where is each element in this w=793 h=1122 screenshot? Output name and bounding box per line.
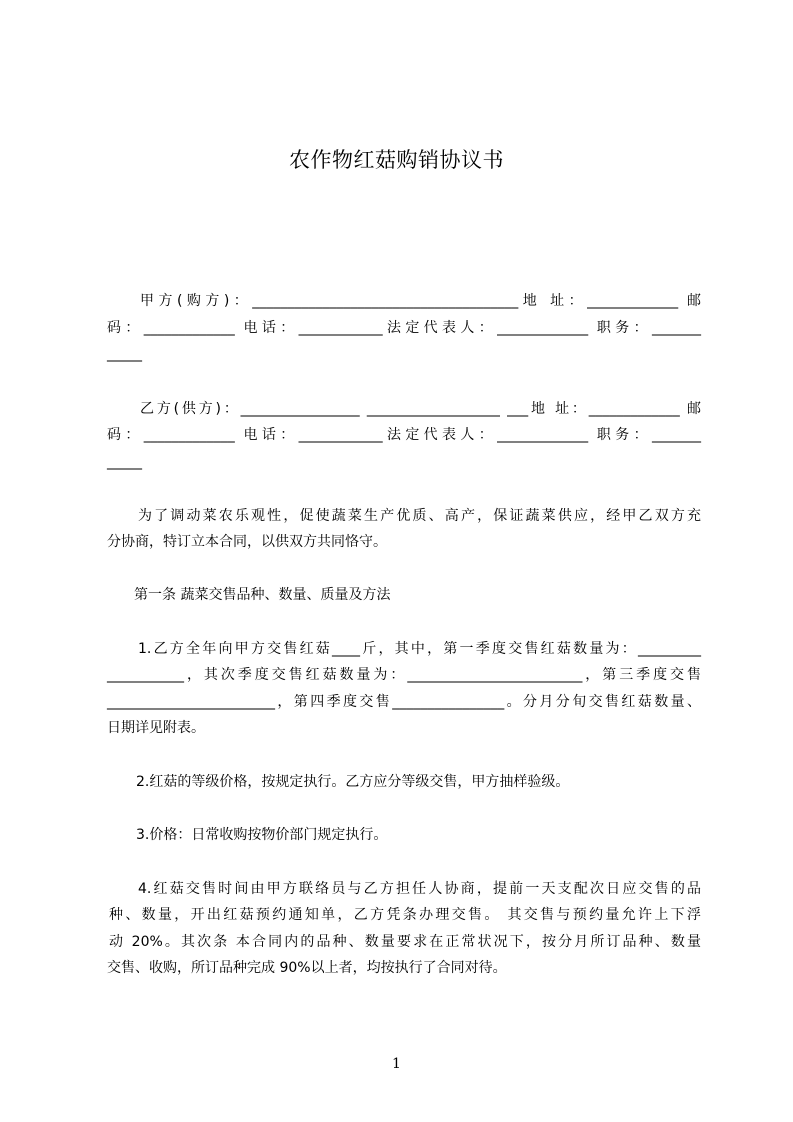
party-b-line-1: 乙方(供方)：_________________ ___________________ ___地 址：_____________ 邮 — [140, 401, 701, 417]
intro-line-1: 为了调动菜农乐观性，促使蔬菜生产优质、高产，保证蔬菜供应，经甲乙双方充 — [138, 508, 701, 524]
item-4-line-3: 动 20%。其次条 本合同内的品种、数量要求在正常状况下，按分月所订品种、数量 — [109, 934, 701, 950]
item-1-line-4: 日期详见附表。 — [107, 720, 205, 736]
party-a-line-3: _____ — [107, 346, 142, 362]
item-3: 3.价格：日常收购按物价部门规定执行。 — [136, 827, 388, 843]
article-1-heading: 第一条 蔬菜交售品种、数量、质量及方法 — [134, 587, 391, 603]
item-2: 2.红菇的等级价格，按规定执行。乙方应分等级交售，甲方抽样验级。 — [136, 774, 570, 790]
intro-line-2: 分协商，特订立本合同，以供双方共同恪守。 — [107, 534, 387, 550]
item-4-line-4: 交售、收购，所订品种完成 90%以上者，均按执行了合同对待。 — [107, 960, 507, 976]
party-a-line-2: 码：_____________ 电话：____________法定代表人：_____________ 职务：_______ — [107, 320, 701, 336]
item-4-line-2: 种、数量，开出红菇预约通知单，乙方凭条办理交售。 其交售与预约量允许上下浮 — [109, 907, 701, 923]
document-title: 农作物红菇购销协议书 — [289, 148, 504, 172]
item-1-line-3: ________________________，第四季度交售________________。分月分旬交售红菇数量、 — [107, 694, 701, 710]
page-number: 1 — [392, 1056, 401, 1072]
item-1-line-1: 1.乙方全年向甲方交售红菇____斤，其中，第一季度交售红菇数量为：_________ — [138, 641, 701, 657]
party-b-line-2: 码：_____________ 电话：____________法定代表人：_____________ 职务：_______ — [107, 427, 701, 443]
item-4-line-1: 4.红菇交售时间由甲方联络员与乙方担任人协商，提前一天支配次日应交售的品 — [138, 881, 701, 897]
item-1-line-2: ___________，其次季度交售红菇数量为：_________________________，第三季度交售 — [107, 667, 701, 683]
party-b-line-3: _____ — [107, 454, 142, 470]
party-a-line-1: 甲方(购方)：______________________________________地 址：_____________ 邮 — [140, 293, 701, 309]
